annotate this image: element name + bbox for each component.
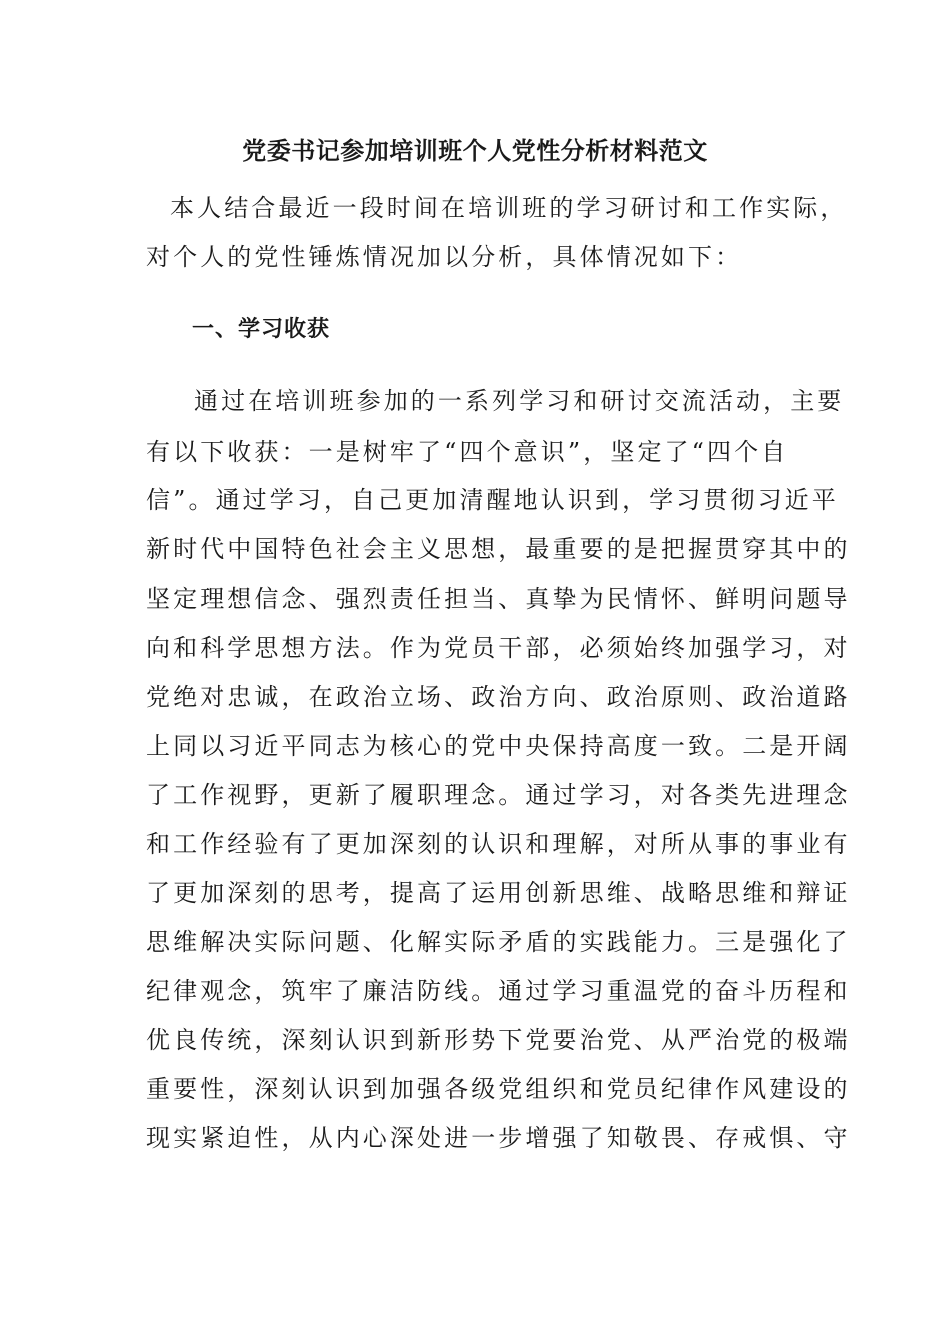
intro-line-2: 对个人的党性锤炼情况加以分析，具体情况如下：	[146, 243, 743, 271]
body-line-14: 优良传统，深刻认识到新形势下党要治党、从严治党的极端	[146, 1026, 851, 1054]
body-line-15: 重要性，深刻认识到加强各级党组织和党员纪律作风建设的	[146, 1075, 851, 1103]
body-line-3: 信”。通过学习，自己更加清醒地认识到，学习贯彻习近平	[146, 486, 839, 514]
body-line-1: 通过在培训班参加的一系列学习和研讨交流活动，主要	[194, 387, 845, 415]
body-line-8: 上同以习近平同志为核心的党中央保持高度一致。二是开阔	[146, 732, 851, 760]
document-title: 党委书记参加培训班个人党性分析材料范文	[242, 137, 708, 165]
body-line-7: 党绝对忠诚，在政治立场、政治方向、政治原则、政治道路	[146, 683, 851, 711]
body-line-2: 有以下收获：一是树牢了“四个意识”，坚定了“四个自	[146, 438, 789, 466]
body-line-12: 思维解决实际问题、化解实际矛盾的实践能力。三是强化了	[146, 928, 851, 956]
body-line-13: 纪律观念，筑牢了廉洁防线。通过学习重温党的奋斗历程和	[146, 977, 851, 1005]
section-heading-learning-gains: 一、学习收获	[192, 317, 331, 342]
body-line-6: 向和科学思想方法。作为党员干部，必须始终加强学习，对	[146, 634, 851, 662]
intro-line-1: 本人结合最近一段时间在培训班的学习研讨和工作实际，	[170, 194, 848, 222]
body-line-11: 了更加深刻的思考，提高了运用创新思维、战略思维和辩证	[146, 879, 851, 907]
body-line-9: 了工作视野，更新了履职理念。通过学习，对各类先进理念	[146, 781, 851, 809]
body-line-5: 坚定理想信念、强烈责任担当、真挚为民情怀、鲜明问题导	[146, 585, 851, 613]
body-line-4: 新时代中国特色社会主义思想，最重要的是把握贯穿其中的	[146, 535, 851, 563]
body-line-16: 现实紧迫性，从内心深处进一步增强了知敬畏、存戒惧、守	[146, 1124, 851, 1152]
body-line-10: 和工作经验有了更加深刻的认识和理解，对所从事的事业有	[146, 830, 851, 858]
